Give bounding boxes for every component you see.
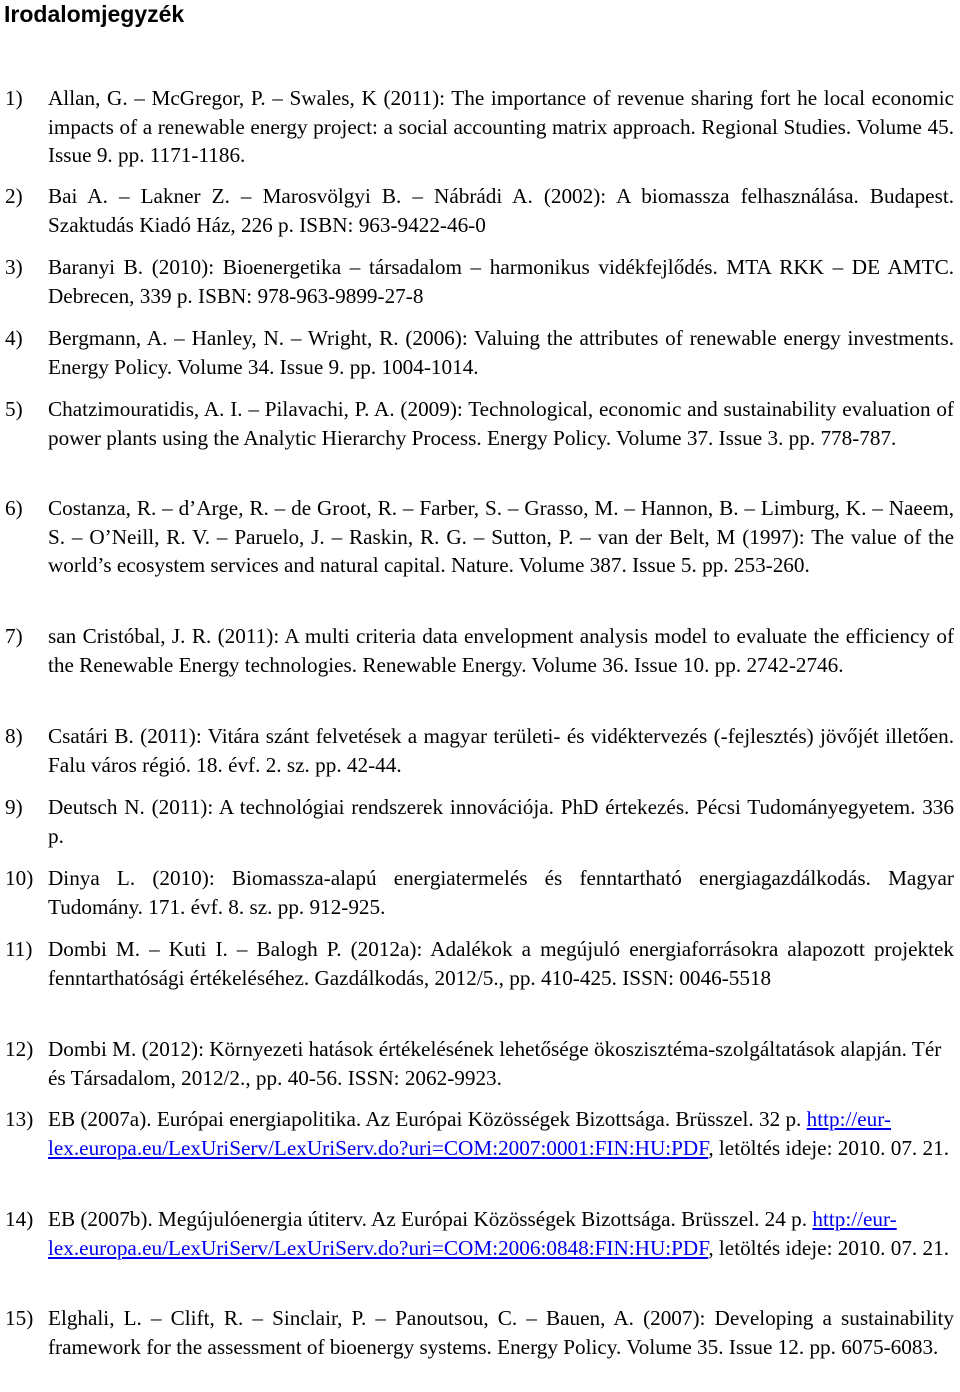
reference-text: Dinya L. (2010): Biomassza-alapú energiatermelés és fenntartható energiagazdálkodás. Magyar Tudomány. 171. évf. 8. sz. pp. 912-925.	[48, 866, 954, 919]
reference-text	[48, 1105, 954, 1162]
reference-text: Dombi M. – Kuti I. – Balogh P. (2012a): Adalékok a megújuló energiaforrásokra alapozott projektek fenntarthatósági értékeléséhez. Gazdálkodás, 2012/5., pp. 410-425. ISSN: 0046-5518	[48, 937, 954, 990]
reference-text: Baranyi B. (2010): Bioenergetika – társadalom – harmonikus vidékfejlődés. MTA RKK – DE AMTC. Debrecen, 339 p. ISBN: 978-963-9899-27-8	[48, 255, 954, 308]
reference-text: Elghali, L. – Clift, R. – Sinclair, P. – Panoutsou, C. – Bauen, A. (2007): Developing a sustainability framework for the assessment of bioenergy systems. Energy Policy. Volume 35. Issue 12. pp. 6075-6083.	[48, 1306, 954, 1359]
reference-number: 1)	[5, 86, 23, 110]
reference-number: 7)	[5, 624, 23, 648]
reference-number: 14)	[5, 1207, 34, 1231]
reference-number: 5)	[5, 397, 23, 421]
reference-link[interactable]: http://eur-lex.europa.eu/LexUriServ/LexUriServ.do?uri=COM:2007:0001:FIN:HU:PDF	[48, 1107, 891, 1160]
reference-number: 8)	[5, 724, 23, 748]
reference-number: 13)	[5, 1107, 34, 1131]
reference-number: 4)	[5, 326, 23, 350]
reference-text: Costanza, R. – d’Arge, R. – de Groot, R. – Farber, S. – Grasso, M. – Hannon, B. – Limburg, K. – Naeem, S. – O’Neill, R. V. – Paruelo, J. – Raskin, R. G. – Sutton, P. – van der Belt, M (1997): The value of the world’s ecosystem services and natural capital. Nature. Volume 387. Issue 5. pp. 253-260.	[48, 496, 954, 578]
reference-text: Chatzimouratidis, A. I. – Pilavachi, P. A. (2009): Technological, economic and sustainability evaluation of power plants using the Analytic Hierarchy Process. Energy Policy. Volume 37. Issue 3. pp. 778-787.	[48, 397, 954, 450]
reference-number: 2)	[5, 184, 23, 208]
page-title: Irodalomjegyzék	[4, 1, 185, 27]
reference-number: 11)	[5, 937, 33, 961]
reference-number: 9)	[5, 795, 23, 819]
reference-link[interactable]: http://eur-lex.europa.eu/LexUriServ/LexUriServ.do?uri=COM:2006:0848:FIN:HU:PDF	[48, 1207, 897, 1260]
reference-text	[48, 1205, 954, 1262]
reference-number: 10)	[5, 866, 34, 890]
reference-text-before: EB (2007b). Megújulóenergia útiterv. Az Európai Közösségek Bizottsága. Brüsszel. 24 p.	[48, 1207, 808, 1231]
reference-text: san Cristóbal, J. R. (2011): A multi criteria data envelopment analysis model to evaluate the efficiency of the Renewable Energy technologies. Renewable Energy. Volume 36. Issue 10. pp. 2742-2746.	[48, 624, 954, 677]
reference-text: Bai A. – Lakner Z. – Marosvölgyi B. – Nábrádi A. (2002): A biomassza felhasználása. Budapest. Szaktudás Kiadó Ház, 226 p. ISBN: 963-9422-46-0	[48, 184, 954, 237]
reference-text: Csatári B. (2011): Vitára szánt felvetések a magyar területi- és vidéktervezés (-fejlesztés) jövőjét illetően. Falu város régió. 18. évf. 2. sz. pp. 42-44.	[48, 724, 954, 777]
reference-text: Dombi M. (2012): Környezeti hatások értékelésének lehetősége ökoszisztéma-szolgáltatások alapján. Tér és Társadalom, 2012/2., pp. 40-56. ISSN: 2062-9923.	[48, 1037, 942, 1090]
reference-text: Allan, G. – McGregor, P. – Swales, K (2011): The importance of revenue sharing fort he local economic impacts of a renewable energy project: a social accounting matrix approach. Regional Studies. Volume 45. Issue 9. pp. 1171-1186.	[48, 86, 954, 168]
reference-number: 6)	[5, 496, 23, 520]
reference-number: 3)	[5, 255, 23, 279]
reference-text-after: , letöltés ideje: 2010. 07. 21.	[708, 1135, 949, 1160]
reference-text-before: EB (2007a). Európai energiapolitika. Az Európai Közösségek Bizottsága. Brüsszel. 32 p.	[48, 1107, 802, 1131]
reference-text: Bergmann, A. – Hanley, N. – Wright, R. (2006): Valuing the attributes of renewable energy investments. Energy Policy. Volume 34. Issue 9. pp. 1004-1014.	[48, 326, 954, 379]
reference-text: Deutsch N. (2011): A technológiai rendszerek innovációja. PhD értekezés. Pécsi Tudományegyetem. 336 p.	[48, 795, 954, 848]
reference-text-after: , letöltés ideje: 2010. 07. 21.	[708, 1235, 949, 1260]
reference-number: 15)	[5, 1306, 34, 1330]
reference-number: 12)	[5, 1037, 34, 1061]
